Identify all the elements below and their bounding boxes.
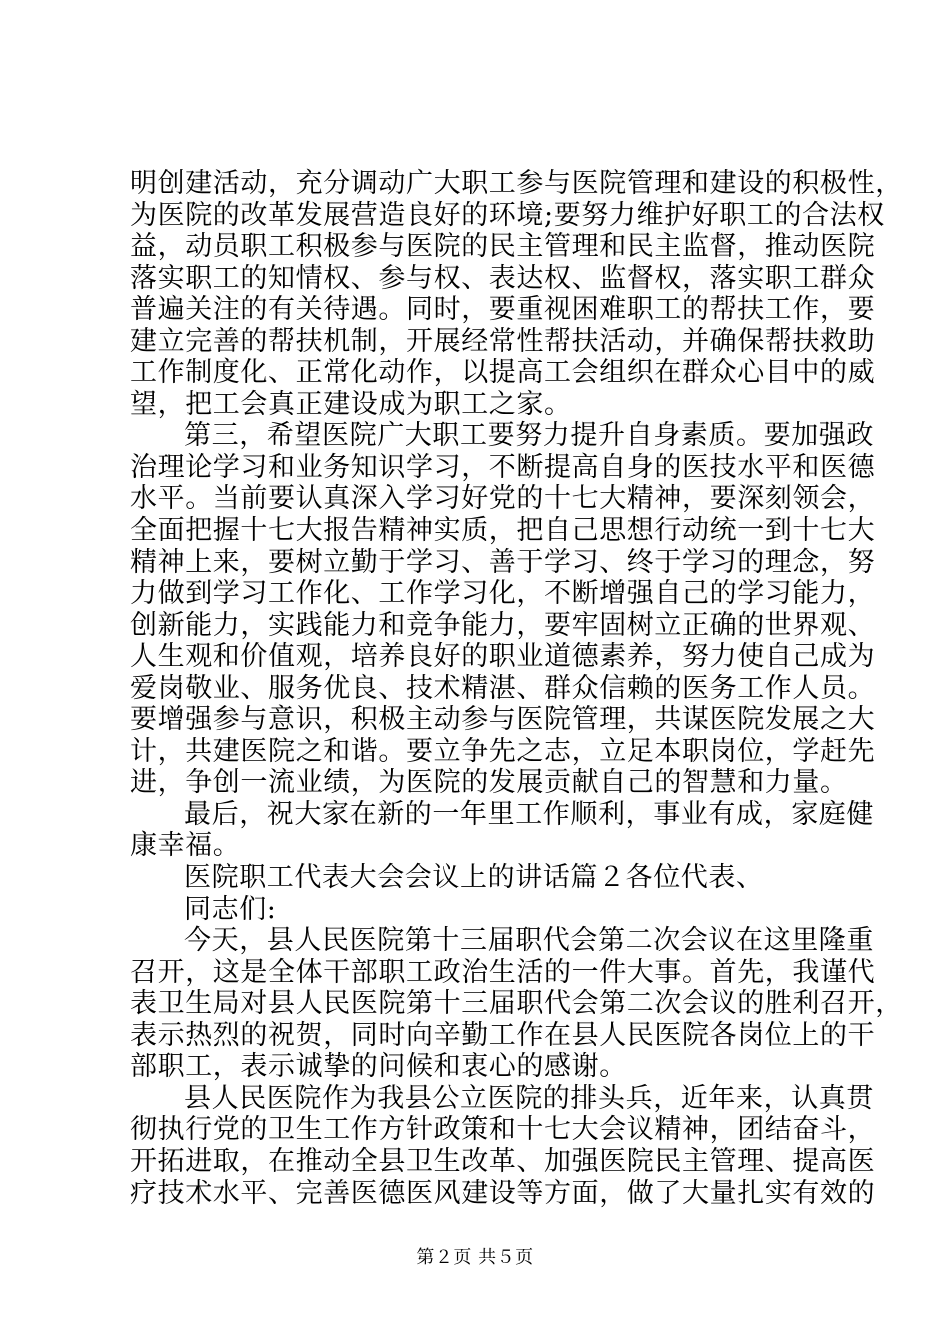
text-line: 同志们: [184, 893, 277, 925]
page-number: 第２页 共５页 [416, 1247, 534, 1268]
text-line: 县人民医院作为我县公立医院的排头兵，近年来，认真贯 [184, 1082, 874, 1114]
text-line: 水平。当前要认真深入学习好党的十七大精神，要深刻领会， [130, 483, 876, 515]
text-line: 康幸福。 [130, 830, 241, 862]
text-line: 人生观和价值观，培养良好的职业道德素养，努力使自己成为 [130, 641, 876, 673]
text-line: 进，争创一流业绩，为医院的发展贡献自己的智慧和力量。 [130, 767, 848, 799]
text-line: 为医院的改革发展营造良好的环境;要努力维护好职工的合法权 [130, 199, 885, 231]
text-line: 召开，这是全体干部职工政治生活的一件大事。首先，我谨代 [130, 956, 876, 988]
text-line: 表卫生局对县人民医院第十三届职代会第二次会议的胜利召开， [130, 988, 903, 1020]
text-line: 建立完善的帮扶机制，开展经常性帮扶活动，并确保帮扶救助 [130, 325, 876, 357]
text-line: 益，动员职工积极参与医院的民主管理和民主监督，推动医院 [130, 231, 876, 263]
text-line: 彻执行党的卫生工作方针政策和十七大会议精神，团结奋斗， [130, 1114, 876, 1146]
text-line: 表示热烈的祝贺，同时向辛勤工作在县人民医院各岗位上的干 [130, 1019, 876, 1051]
document-body [130, 168, 903, 1209]
text-line: 计，共建医院之和谐。要立争先之志，立足本职岗位，学赶先 [130, 735, 876, 767]
text-line: 治理论学习和业务知识学习，不断提高自身的医技水平和医德 [130, 451, 876, 483]
text-line: 力做到学习工作化、工作学习化，不断增强自己的学习能力， [130, 578, 876, 610]
text-line: 落实职工的知情权、参与权、表达权、监督权，落实职工群众 [130, 262, 876, 294]
text-line: 望，把工会真正建设成为职工之家。 [130, 388, 572, 420]
text-line: 要增强参与意识，积极主动参与医院管理，共谋医院发展之大 [130, 704, 876, 736]
text-line: 今天，县人民医院第十三届职代会第二次会议在这里隆重 [184, 925, 874, 957]
text-line: 开拓进取，在推动全县卫生改革、加强医院民主管理、提高医 [130, 1145, 876, 1177]
text-line: 疗技术水平、完善医德医风建设等方面，做了大量扎实有效的 [130, 1177, 876, 1209]
text-line: 部职工，表示诚挚的问候和衷心的感谢。 [130, 1051, 627, 1083]
text-line: 全面把握十七大报告精神实质，把自己思想行动统一到十七大 [130, 515, 876, 547]
text-line: 普遍关注的有关待遇。同时，要重视困难职工的帮扶工作，要 [130, 294, 876, 326]
text-line: 工作制度化、正常化动作，以提高工会组织在群众心目中的威 [130, 357, 876, 389]
text-line: 最后，祝大家在新的一年里工作顺利，事业有成，家庭健 [184, 798, 874, 830]
page-footer [0, 1243, 950, 1269]
text-line: 明创建活动，充分调动广大职工参与医院管理和建设的积极性， [130, 168, 903, 199]
text-line: 第三，希望医院广大职工要努力提升自身素质。要加强政 [184, 420, 874, 452]
text-line: 创新能力，实践能力和竞争能力，要牢固树立正确的世界观、 [130, 609, 876, 641]
text-line: 爱岗敬业、服务优良、技术精湛、群众信赖的医务工作人员。 [130, 672, 876, 704]
text-line: 医院职工代表大会会议上的讲话篇２各位代表、 [184, 862, 764, 894]
text-line: 精神上来，要树立勤于学习、善于学习、终于学习的理念，努 [130, 546, 876, 578]
